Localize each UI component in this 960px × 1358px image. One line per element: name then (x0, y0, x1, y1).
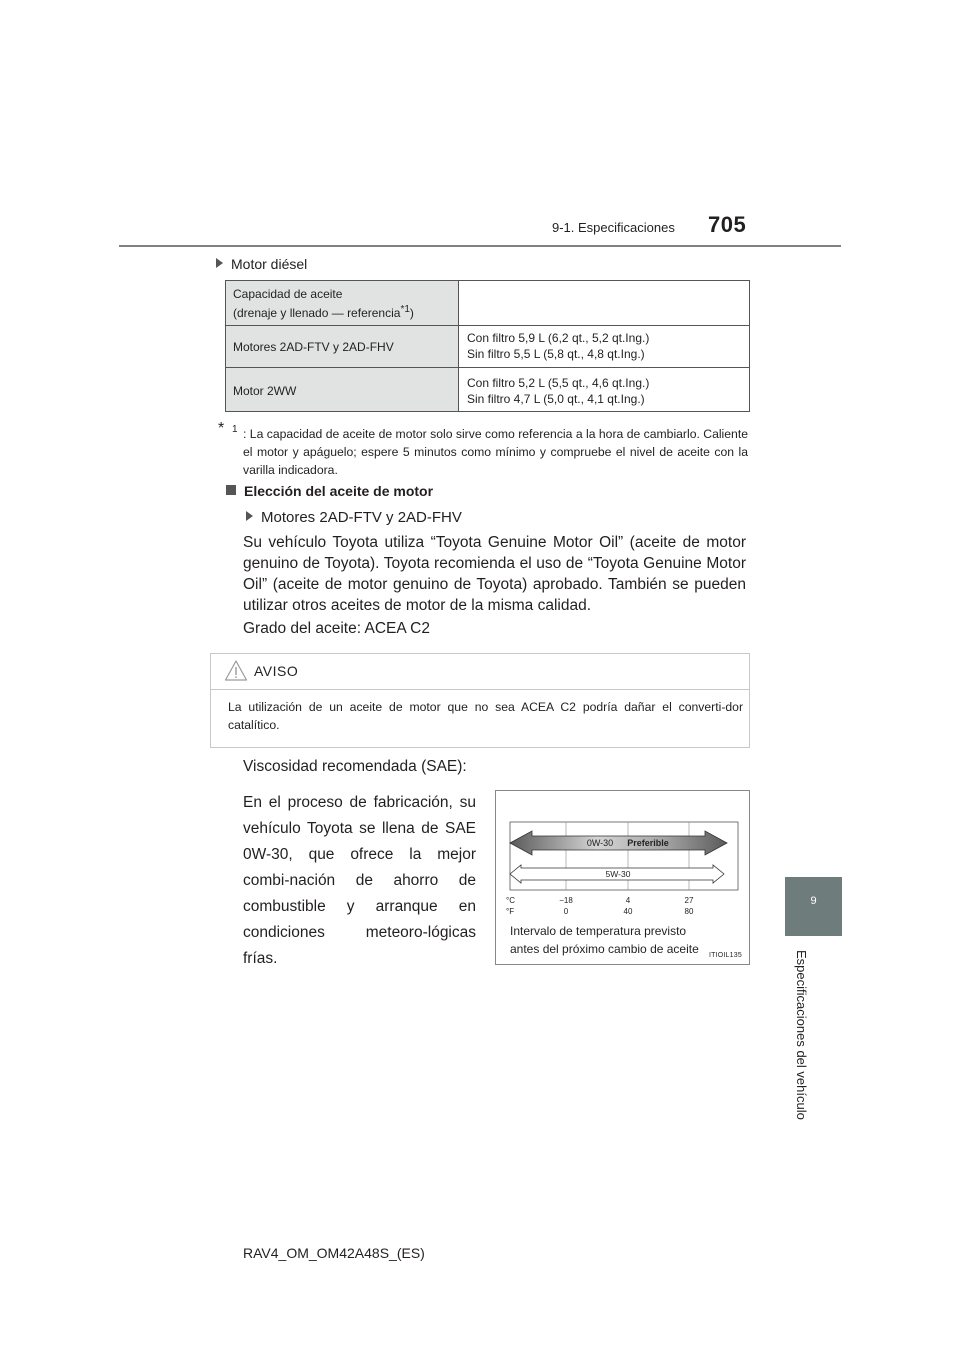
table-heading-line2: (drenaje y llenado — referencia$^{*1}$) (233, 304, 414, 320)
tick-label-f: 0 (563, 907, 569, 916)
section-title-text: Elección del aceite de motor (244, 483, 434, 499)
bar2-grade-label: 5W-30 (605, 869, 631, 879)
tick-label-c: 4 (625, 896, 631, 905)
warning-triangle-icon (224, 659, 248, 683)
subsection-heading-text: Motor diésel (231, 256, 308, 272)
figure-caption: Intervalo de temperatura previsto antes del próximo cambio de aceite (510, 924, 699, 956)
figure-code: ITIOIL135 (709, 952, 742, 959)
fahrenheit-unit: °F (506, 907, 515, 916)
table-heading-line1: Capacidad de aceite (233, 287, 343, 301)
viscosity-label: Viscosidad recomendada (SAE): (243, 758, 467, 775)
oil-grade: Grado del aceite: ACEA C2 (243, 620, 430, 637)
chapter-side-label (789, 950, 811, 1130)
grade-0w30-arrow (510, 831, 727, 855)
page-number: 705 (708, 212, 747, 237)
chapter-tab (785, 877, 842, 936)
tick-label-f: 80 (684, 907, 694, 916)
chapter-side-label-text: Especificaciones del vehículo (794, 950, 809, 1120)
triangle-bullet-icon (216, 258, 223, 268)
viscosity-paragraph: En el proceso de fabricación, su vehículo Toyota se llena de SAE 0W-30, que ofrece la mejor combi-nación de ahorro de combustible y arranque en condiciones meteoro-lógicas frías. (243, 794, 476, 967)
subsection-heading (216, 256, 307, 272)
footnote-reference: *1 (400, 304, 410, 315)
oil-capacity-table (225, 280, 750, 412)
celsius-unit: °C (506, 896, 515, 905)
document-footer: RAV4_OM_OM42A48S_(ES) (243, 1245, 425, 1261)
table-row-value: Con filtro 5,9 L (6,2 qt., 5,2 qt.Ing.) Sin filtro 5,5 L (5,8 qt., 4,8 qt.Ing.) (467, 331, 650, 361)
oil-description-paragraph: Su vehículo Toyota utiliza “Toyota Genuine Motor Oil” (aceite de motor genuino de Toyota). Toyota recomienda el uso de “Toyota Genuine Motor Oil” (aceite de motor genuino de Toyota) aprobado. También se pueden utilizar otros aceites de motor de la misma calidad. (243, 534, 746, 614)
table-row-label: Motor 2WW (233, 384, 297, 398)
bar1-grade-label: 0W-30 (586, 838, 614, 848)
table-row-value: Con filtro 5,2 L (5,5 qt., 4,6 qt.Ing.) Sin filtro 4,7 L (5,0 qt., 4,1 qt.Ing.) (467, 376, 650, 406)
table-heading (233, 286, 414, 321)
header-rule (119, 245, 841, 247)
warning-divider (211, 689, 749, 690)
chapter-tab-number: 9 (810, 895, 817, 907)
warning-title: AVISO (254, 663, 299, 679)
tick-label-f: 40 (623, 907, 633, 916)
warning-text: La utilización de un aceite de motor que no sea ACEA C2 podría dañar el converti-dor catalítico. (228, 700, 743, 732)
engines-subheading (246, 509, 462, 526)
footnote-number: 1 (232, 424, 238, 435)
table-divider (226, 325, 749, 326)
viscosity-temperature-figure (495, 790, 750, 965)
square-bullet-icon (226, 485, 236, 495)
tick-label-c: 27 (684, 896, 694, 905)
running-header-section: 9-1. Especificaciones (552, 220, 675, 235)
triangle-bullet-icon (246, 511, 253, 521)
bar1-note-label: Preferible (627, 838, 669, 848)
footnote-text: : La capacidad de aceite de motor solo sirve como referencia a la hora de cambiarlo. Caliente el motor y apáguelo; espere 5 minutos como mínimo y compruebe el nivel de aceite con la varilla indicadora. (243, 427, 748, 477)
table-row-label: Motores 2AD-FTV y 2AD-FHV (233, 340, 394, 354)
warning-box (210, 653, 750, 748)
section-title (226, 483, 433, 499)
footnote-asterisk: * (218, 420, 225, 437)
engines-subheading-text: Motores 2AD-FTV y 2AD-FHV (261, 509, 462, 526)
table-divider (226, 367, 749, 368)
tick-label-c: −18 (559, 896, 573, 905)
